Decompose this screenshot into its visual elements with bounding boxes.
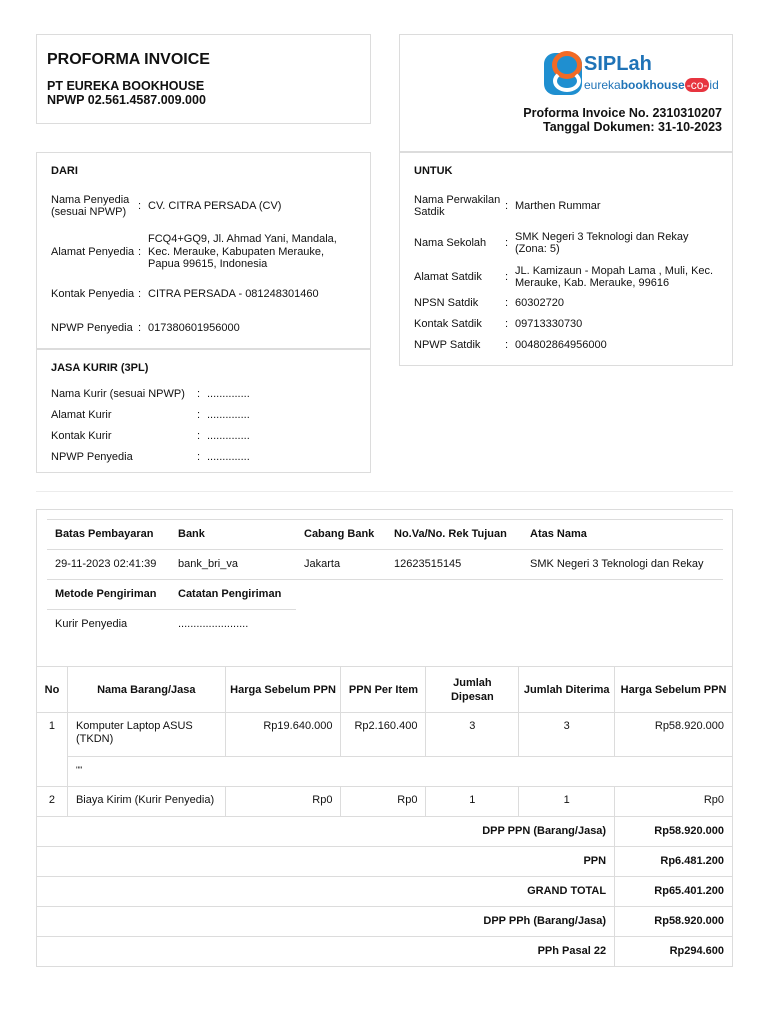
invoice-number-block bbox=[523, 106, 722, 134]
logo-subtitle: eurekabookhouse -co- id bbox=[584, 78, 719, 92]
total-row: PPh Pasal 22 Rp294.600 bbox=[37, 937, 733, 967]
logo-wordmark: SIPLah bbox=[584, 53, 652, 75]
kv-row: Kontak Satdik : 09713330730 bbox=[414, 318, 583, 331]
sender-section bbox=[36, 152, 371, 349]
shipping-note: ....................... bbox=[178, 618, 249, 630]
column-header: PPN Per Item bbox=[341, 667, 426, 713]
invoice-header bbox=[36, 34, 371, 124]
courier-section bbox=[36, 349, 371, 473]
kv-row: Nama Perwakilan Satdik : Marthen Rummar bbox=[414, 193, 601, 218]
kv-row: NPWP Penyedia : 017380601956000 bbox=[51, 321, 240, 334]
kv-row: Nama Penyedia (sesuai NPWP) : CV. CITRA PERSADA (CV) bbox=[51, 193, 282, 218]
payment-header: Atas Nama bbox=[530, 528, 587, 540]
items-table bbox=[36, 666, 733, 967]
section-title: UNTUK bbox=[414, 165, 453, 177]
payment-account-name: SMK Negeri 3 Teknologi dan Rekay bbox=[530, 558, 704, 570]
column-header: Harga Sebelum PPN bbox=[615, 667, 733, 713]
kv-row: NPSN Satdik : 60302720 bbox=[414, 297, 564, 310]
kv-row: Nama Sekolah : SMK Negeri 3 Teknologi dan Rekay (Zona: 5) bbox=[414, 230, 689, 255]
company-npwp: NPWP 02.561.4587.009.000 bbox=[47, 93, 206, 107]
siplah-s-icon bbox=[544, 53, 582, 95]
table-row: 1 Komputer Laptop ASUS (TKDN) Rp19.640.000 Rp2.160.400 3 3 Rp58.920.000 bbox=[37, 713, 733, 757]
payment-deadline: 29-11-2023 02:41:39 bbox=[55, 558, 157, 570]
kv-row: Alamat Satdik : JL. Kamizaun - Mopah Lama , Muli, Kec. Merauke, Kab. Merauke, 99616 bbox=[414, 264, 714, 289]
column-header: Harga Sebelum PPN bbox=[225, 667, 341, 713]
kv-row: NPWP Penyedia : .............. bbox=[51, 451, 250, 464]
shipping-header: Catatan Pengiriman bbox=[178, 588, 282, 600]
total-row: DPP PPh (Barang/Jasa) Rp58.920.000 bbox=[37, 907, 733, 937]
column-header: Jumlah Diterima bbox=[519, 667, 615, 713]
column-header: No bbox=[37, 667, 68, 713]
payment-header: No.Va/No. Rek Tujuan bbox=[394, 528, 507, 540]
payment-account: 12623515145 bbox=[394, 558, 462, 570]
document-title: PROFORMA INVOICE bbox=[47, 51, 210, 68]
kv-row: NPWP Satdik : 004802864956000 bbox=[414, 339, 607, 352]
section-title: DARI bbox=[51, 165, 78, 177]
siplah-logo bbox=[544, 51, 722, 99]
document-date: Tanggal Dokumen: 31-10-2023 bbox=[543, 120, 722, 134]
total-row: PPN Rp6.481.200 bbox=[37, 847, 733, 877]
kv-row: Kontak Penyedia : CITRA PERSADA - 081248301460 bbox=[51, 287, 319, 300]
kv-row: Alamat Penyedia : FCQ4+GQ9, Jl. Ahmad Yani, Mandala, Kec. Merauke, Kabupaten Merauke, Papua 99615, Indonesia bbox=[51, 233, 337, 271]
column-header: Jumlah Dipesan bbox=[426, 667, 519, 713]
payment-section bbox=[36, 509, 733, 667]
kv-row: Alamat Kurir : .............. bbox=[51, 409, 250, 422]
divider bbox=[36, 491, 733, 492]
payment-header: Batas Pembayaran bbox=[55, 528, 154, 540]
company-name: PT EUREKA BOOKHOUSE bbox=[47, 79, 205, 93]
section-title: JASA KURIR (3PL) bbox=[51, 362, 149, 374]
shipping-header: Metode Pengiriman bbox=[55, 588, 157, 600]
invoice-meta bbox=[399, 34, 733, 152]
recipient-section bbox=[399, 152, 733, 366]
kv-row: Nama Kurir (sesuai NPWP) : .............. bbox=[51, 388, 250, 401]
payment-bank: bank_bri_va bbox=[178, 558, 238, 570]
table-row-note: "" bbox=[37, 757, 733, 787]
payment-header: Bank bbox=[178, 528, 205, 540]
kv-row: Kontak Kurir : .............. bbox=[51, 430, 250, 443]
table-header-row bbox=[37, 667, 733, 713]
column-header: Nama Barang/Jasa bbox=[67, 667, 225, 713]
payment-header: Cabang Bank bbox=[304, 528, 375, 540]
total-row: DPP PPN (Barang/Jasa) Rp58.920.000 bbox=[37, 817, 733, 847]
grand-total-row: GRAND TOTAL Rp65.401.200 bbox=[37, 877, 733, 907]
shipping-method: Kurir Penyedia bbox=[55, 618, 128, 630]
invoice-number: Proforma Invoice No. 2310310207 bbox=[523, 106, 722, 120]
table-row: 2 Biaya Kirim (Kurir Penyedia) Rp0 Rp0 1 1 Rp0 bbox=[37, 787, 733, 817]
payment-branch: Jakarta bbox=[304, 558, 341, 570]
